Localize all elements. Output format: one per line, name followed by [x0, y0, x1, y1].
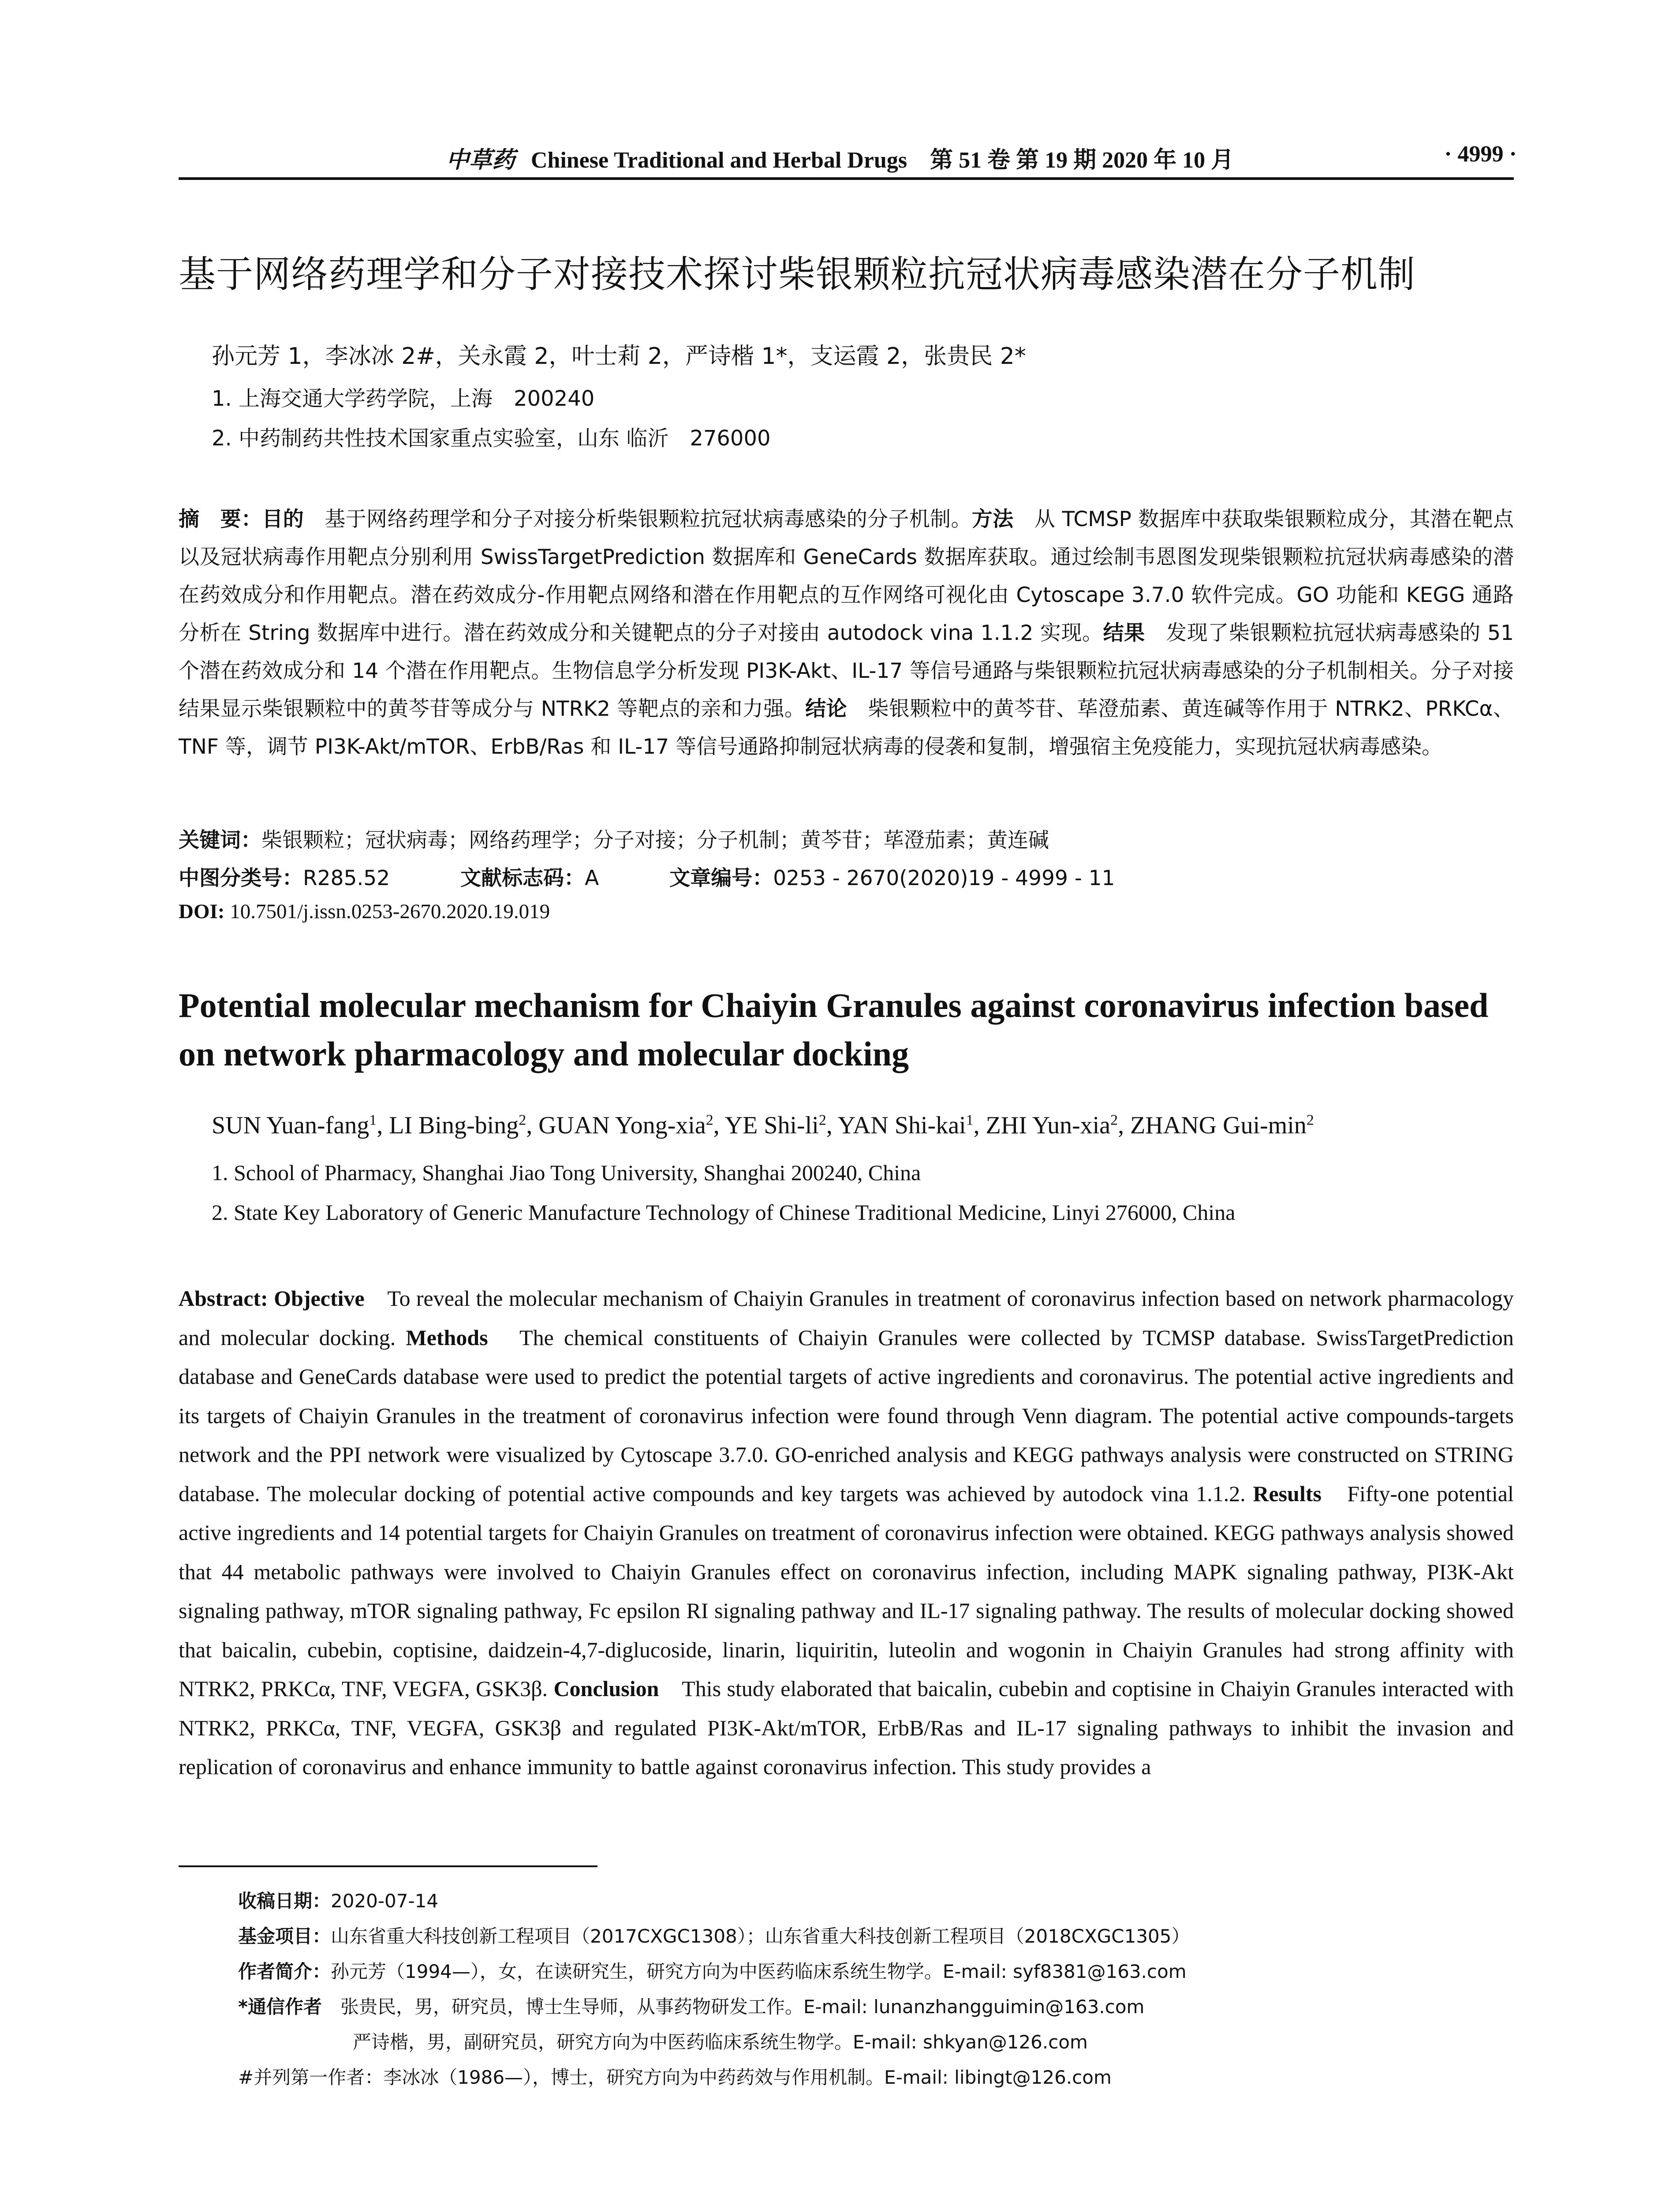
english-author-name: GUAN Yong-xia	[538, 1112, 706, 1139]
chinese-affiliation-1: 1. 上海交通大学药学院，上海 200240	[212, 386, 595, 411]
english-author-name: ZHANG Gui-min	[1130, 1112, 1307, 1139]
english-authors: SUN Yuan-fang$^1$, LI Bing-bing$^2$, GUAN Yong-xia$^2$, YE Shi-$li^2$, YAN Shi-kai$^1$, ZHI Yun-xia$^2$, ZHANG Gui-$\min^2$	[212, 1112, 1314, 1139]
journal-cn-mark: 中草药	[446, 146, 515, 173]
objective-label: 目的	[262, 507, 304, 531]
doi-value: 10.7501/j.issn.0253-2670.2020.19.019	[224, 900, 550, 923]
chinese-authors: 孙元芳 1，李冰冰 2#，关永霞 2，叶士莉 2，严诗楷 1*，支运霞 2，张贵民 2*	[212, 343, 1026, 370]
chinese-abstract	[179, 501, 1514, 766]
english-author-affiliation-mark: 2	[1110, 1112, 1118, 1129]
methods-label: 方法	[971, 507, 1014, 531]
fund-value: 山东省重大科技创新工程项目（2017CXGC1308）；山东省重大科技创新工程项目（2018CXGC1305）	[331, 1925, 1190, 1947]
english-author-name: ZHI Yun-xia	[986, 1112, 1111, 1139]
conclusion-text: 柴银颗粒中的黄芩苷、荜澄茄素、黄连碱等作用于 NTRK2、PRKCα、TNF 等，调节 PI3K-Akt/mTOR、ErbB/Ras 和 IL-17 等信号通路抑制冠状病毒的侵袭和复制，增强宿主免疫能力，实现抗冠状病毒感染。	[179, 697, 1514, 759]
journal-line: Chinese Traditional and Herbal Drugs 第 51 卷 第 19 期 2020 年 10 月	[530, 148, 1234, 173]
article-no-label: 文章编号：	[669, 866, 773, 890]
en-methods-label: Methods	[406, 1325, 488, 1350]
en-objective-text: To reveal the molecular mechanism of Chaiyin Granules in treatment of coronavirus infection based on network pharmacology and molecular docking.	[179, 1286, 1514, 1350]
doi-label: DOI:	[179, 900, 225, 923]
footnote-received	[238, 1887, 438, 1913]
running-header	[0, 141, 1680, 174]
methods-text: 从 TCMSP 数据库中获取柴银颗粒成分，其潜在靶点以及冠状病毒作用靶点分别利用 SwissTargetPrediction 数据库和 GeneCards 数据库获取。通过绘制韦恩图发现柴银颗粒抗冠状病毒感染的潜在药效成分和作用靶点。潜在药效成分-作用靶点网络和潜在作用靶点的互作网络可视化由 Cytoscape 3.7.0 软件完成。GO 功能和 KEGG 通路分析在 String 数据库中进行。潜在药效成分和关键靶点的分子对接由 autodock vina 1.1.2 实现。	[179, 507, 1514, 645]
received-label: 收稿日期：	[238, 1890, 331, 1912]
english-author-affiliation-mark: 2	[706, 1112, 713, 1129]
received-value: 2020-07-14	[331, 1890, 439, 1912]
classification-line	[179, 862, 1115, 891]
fund-label: 基金项目：	[238, 1925, 331, 1947]
corr-label: *通信作者	[238, 1996, 322, 2018]
en-conclusion-text: This study elaborated that baicalin, cubebin and coptisine in Chaiyin Granules interacted with NTRK2, PRKCα, TNF, VEGFA, GSK3β and regulated PI3K-Akt/mTOR, ErbB/Ras and IL-17 signaling pathways to inhibit the invasion and replication of coronavirus and enhance immunity to battle against coronavirus infection. This study provides a	[179, 1676, 1514, 1779]
keywords-label: 关键词：	[179, 828, 261, 852]
english-author-affiliation-mark: 2	[519, 1112, 526, 1129]
clc-label: 中图分类号：	[179, 866, 303, 890]
results-text: 发现了柴银颗粒抗冠状病毒感染的 51 个潜在药效成分和 14 个潜在作用靶点。生物信息学分析发现 PI3K-Akt、IL-17 等信号通路与柴银颗粒抗冠状病毒感染的分子机制相关。分子对接结果显示柴银颗粒中的黄芩苷等成分与 NTRK2 等靶点的亲和力强。	[179, 621, 1514, 721]
results-label: 结果	[1103, 621, 1145, 645]
bio-label: 作者简介：	[238, 1961, 331, 1982]
article-no-value: 0253 - 2670(2020)19 - 4999 - 11	[773, 866, 1115, 890]
en-results-label: Results	[1253, 1481, 1322, 1506]
en-results-text: Fifty-one potential active ingredients and 14 potential targets for Chaiyin Granules on treatment of coronavirus infection were obtained. KEGG pathways analysis showed that 44 metabolic pathways were involved to Chaiyin Granules effect on coronavirus infection, including MAPK signaling pathway, PI3K-Akt signaling pathway, mTOR signaling pathway, Fc epsilon RI signaling pathway and IL-17 signaling pathway. The results of molecular docking showed that baicalin, cubebin, coptisine, daidzein-4,7-diglucoside, linarin, liquiritin, luteolin and wogonin in Chaiyin Granules had strong affinity with NTRK2, PRKCα, TNF, VEGFA, GSK3β.	[179, 1481, 1514, 1701]
doc-code-label: 文献标志码：	[460, 866, 585, 890]
english-author-affiliation-mark: 2	[1306, 1112, 1314, 1129]
keywords-text: 柴银颗粒；冠状病毒；网络药理学；分子对接；分子机制；黄芩苷；荜澄茄素；黄连碱	[261, 828, 1049, 852]
abstract-label: 摘 要：	[179, 507, 262, 531]
bio-value: 孙元芳（1994—），女，在读研究生，研究方向为中医药临床系统生物学。E-mail: syf8381@163.com	[331, 1961, 1187, 1982]
doi-line	[179, 900, 550, 923]
english-affiliation-1: 1. School of Pharmacy, Shanghai Jiao Tong University, Shanghai 200240, China	[212, 1160, 921, 1185]
english-author-affiliation-mark: 2	[818, 1112, 826, 1129]
english-author-name: SUN Yuan-fang	[212, 1112, 370, 1139]
conclusion-label: 结论	[805, 697, 847, 721]
en-methods-text: The chemical constituents of Chaiyin Granules were collected by TCMSP database. SwissTargetPrediction database and GeneCards database were used to predict the potential targets of active ingredients and coronavirus. The potential active ingredients and its targets of Chaiyin Granules in the treatment of coronavirus infection were found through Venn diagram. The potential active compounds-targets network and the PPI network were visualized by Cytoscape 3.7.0. GO-enriched analysis and KEGG pathways analysis were constructed on STRING database. The molecular docking of potential active compounds and key targets was achieved by autodock vina 1.1.2.	[179, 1325, 1514, 1506]
footnote-fund	[238, 1922, 1190, 1948]
english-abstract	[179, 1279, 1514, 1786]
english-author-name: YAN Shi-kai	[837, 1112, 966, 1139]
keywords-line	[179, 824, 1049, 853]
chinese-affiliation-2: 2. 中药制药共性技术国家重点实验室，山东 临沂 276000	[212, 426, 771, 451]
footnote-corresponding-1	[238, 1992, 1144, 2019]
footnote-author-bio	[238, 1957, 1187, 1984]
english-author-name: YE Shi-li	[724, 1112, 819, 1139]
page-number: · 4999 ·	[1444, 142, 1517, 167]
footnote-corresponding-2: 严诗楷，男，副研究员，研究方向为中医药临床系统生物学。E-mail: shkyan@126.com	[353, 2031, 1088, 2053]
footnote-rule	[179, 1865, 597, 1867]
english-title: Potential molecular mechanism for Chaiyin Granules against coronavirus infection based on network pharmacology and molecular docking	[179, 986, 1489, 1073]
corr1-value: 张贵民，男，研究员，博士生导师，从事药物研发工作。E-mail: lunanzhangguimin@163.com	[321, 1996, 1145, 2018]
en-conclusion-label: Conclusion	[553, 1676, 659, 1701]
english-author-name: LI Bing-bing	[389, 1112, 519, 1139]
chinese-title: 基于网络药理学和分子对接技术探讨柴银颗粒抗冠状病毒感染潜在分子机制	[179, 253, 1416, 296]
english-affiliation-2: 2. State Key Laboratory of Generic Manufacture Technology of Chinese Traditional Medicine, Linyi 276000, China	[212, 1200, 1236, 1225]
en-objective-label: Abstract: Objective	[179, 1286, 365, 1311]
header-rule	[179, 177, 1514, 180]
footnote-cofirst: #并列第一作者：李冰冰（1986—），博士，研究方向为中药药效与作用机制。E-mail: libingt@126.com	[238, 2067, 1112, 2088]
objective-text: 基于网络药理学和分子对接分析柴银颗粒抗冠状病毒感染的分子机制。	[304, 507, 972, 531]
clc-value: R285.52	[303, 866, 390, 890]
doc-code-value: A	[585, 866, 599, 890]
english-author-affiliation-mark: 1	[966, 1112, 974, 1129]
english-author-affiliation-mark: 1	[369, 1112, 377, 1129]
